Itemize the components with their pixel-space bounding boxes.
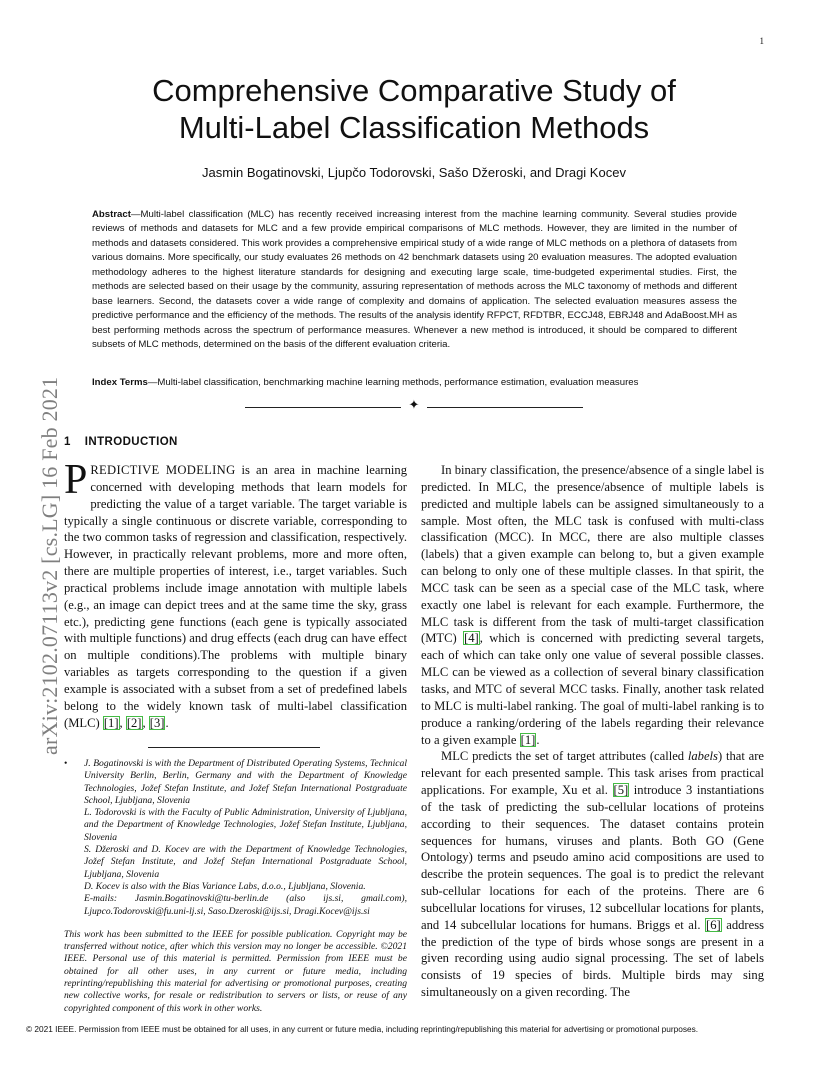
arxiv-identifier: arXiv:2102.07113v2 [cs.LG] 16 Feb 2021 — [37, 376, 62, 755]
abstract-label: Abstract — [92, 209, 131, 220]
citation-link[interactable]: [2] — [126, 715, 142, 730]
paragraph-text: MLC predicts the set of target attributes (called — [441, 749, 688, 764]
paragraph-text: , which is concerned with predicting several targets, each of which can take only one value of several possible classes. MLC can be viewed as a collection of several binary classification tasks, and MTC of several MCC tasks. Finally, another task related to MLC is multi-label ranking. The goal of multi-label ranking is to produce a ranking/ordering of the labels regarding their relevance to a given example — [421, 631, 765, 747]
paragraph-text: address the prediction of the type of birds whose songs are present in a given recording using audio signal processing. The set of labels consists of 19 species of birds. Multiple birds may sing simultaneously on a given recording. The — [421, 917, 764, 1000]
copyright-footer: © 2021 IEEE. Permission from IEEE must be obtained for all uses, in any current or future media, including reprinting/republishing this material for advertising or promotional purposes. — [26, 1024, 699, 1034]
page-number: 1 — [759, 36, 764, 46]
divider-line-right — [427, 407, 583, 408]
citation-link[interactable]: [1] — [103, 715, 119, 730]
abstract — [92, 208, 737, 353]
footnote-rule — [148, 747, 320, 748]
intro-text: is an area in machine learning concerned with developing methods that learn models for predicting the value of a target variable. The target variable is typically a single continuous or discrete variable, corresponding to the two common tasks of regression and classification, respectively. However, in practically relevant problems, more and more often, there are multiple properties of interest, i.e., target variables. Such practical problems include image annotation with multiple labels (e.g., an image can depict trees and at the same time the sky, grass etc.), predicting gene functions (each gene is typically associated with multiple functions) and drug effects (each drug can have effect on multiple conditions).The problems with multiple binary variables as targets corresponding to the question if a given example is associated with a subset from a set of predefined labels belong to the widely known task of multi-label classification (MLC) — [64, 463, 407, 730]
paper-title — [80, 72, 748, 146]
left-column — [64, 457, 407, 732]
divider-line-left — [245, 407, 401, 408]
sentence-end: . — [165, 715, 169, 730]
affiliation-footnote — [64, 758, 407, 918]
section-title: INTRODUCTION — [84, 436, 178, 448]
author-list: Jasmin Bogatinovski, Ljupčo Todorovski, Sašo Džeroski, and Dragi Kocev — [202, 165, 626, 180]
bullet-icon: • — [64, 758, 68, 769]
footnotes — [64, 758, 407, 1015]
citation-link[interactable]: [1] — [520, 732, 536, 747]
citation-separator: , — [119, 715, 126, 730]
citation-link[interactable]: [6] — [706, 917, 721, 932]
italic-term: labels — [687, 749, 718, 764]
footnote-line: D. Kocev is also with the Bias Variance Labs, d.o.o., Ljubljana, Slovenia. — [84, 880, 366, 892]
dropcap: P — [64, 457, 88, 503]
index-terms — [92, 376, 737, 390]
citation-link[interactable]: [3] — [149, 715, 165, 730]
paragraph-text: ) that are relevant for each presented sample. This task arises from practical applications. For example, Xu et al. — [421, 749, 764, 798]
citation-separator: , — [142, 715, 149, 730]
intro-paragraph-3 — [421, 748, 764, 1001]
footnote-line: L. Todorovski is with the Faculty of Public Administration, University of Ljubljana, and the Department of Knowledge Technologies, Jožef Stefan Institute, Ljubljana, Slovenia — [84, 807, 407, 843]
index-terms-text: —Multi-label classification, benchmarking machine learning methods, performance estimation, evaluation measures — [147, 377, 639, 388]
paragraph-text: In binary classification, the presence/absence of a single label is predicted. In MLC, the presence/absence of multiple labels is predicted and multiple labels can be assigned simultaneously to a sample. Most often, the MLC task is confused with multi-class classification (MCC). In MCC, there are also multiple classes (labels) that a given example can belong to, but a given example can belong to only one of these multiple classes. In that spirit, the MCC task can be seen as a special case of the MLC task, where exactly one label is relevant for each example. Furthermore, the MLC task is different from the task of multi-target classification (MTC) — [421, 463, 764, 646]
citation-link[interactable]: [4] — [464, 631, 479, 646]
index-terms-label: Index Terms — [92, 377, 148, 388]
title-line-2: Multi-Label Classification Methods — [178, 110, 650, 145]
intro-smallcaps: REDICTIVE MODELING — [90, 463, 236, 477]
intro-paragraph-2 — [421, 462, 764, 748]
abstract-text: —Multi-label classification (MLC) has recently received increasing interest from the machine learning community. Several studies provide reviews of methods and datasets for MLC and a few provide empirical comparisons of MLC methods. However, they are limited in the number of methods and datasets considered. This work provides a comprehensive empirical study of a wide range of MLC methods on a plethora of datasets from various domains. More specifically, our study evaluates 26 methods on 42 benchmark datasets using 20 evaluation measures. The adopted evaluation methodology adheres to the highest literature standards for designing and executing large scale, time-budgeted experimental studies. First, the methods are selected based on their usage by the community, assuring representation of methods across the MLC taxonomy of methods and different base learners. Second, the datasets cover a wide range of complexity and domains of application. The selected evaluation measures assess the predictive performance and the efficiency of the methods. The results of the analysis identify RFPCT, RFDTBR, ECCJ48, EBRJ48 and AdaBoost.MH as best performing methods across the spectrum of performance measures. Whenever a new method is introduced, it should be compared to different subsets of MLC methods, determined on the basis of the different evaluation criteria. — [92, 209, 737, 351]
title-line-1: Comprehensive Comparative Study of — [152, 73, 676, 108]
sentence-end: . — [536, 732, 540, 747]
right-column — [421, 462, 764, 1001]
footnote-line: S. Džeroski and D. Kocev are with the Department of Knowledge Technologies, Jožef Stefan Institute, and Jožef Stefan International Postgraduate School, Ljubljana, Slovenia — [84, 844, 407, 880]
paragraph-text: introduce 3 instantiations of the task of predicting the sub-cellular locations of proteins according to their sequences. The dataset contains protein sequences for humans, viruses and plants. Both GO (Gene Ontology) terms and pseudo amino acid compositions are used to describe the protein sequences. The goal is to predict the relevant sub-cellular locations for each of the proteins. There are 6 subcellular locations for viruses, 12 subcellular locations for plants, and 14 subcellular locations for humans. Briggs et al. — [421, 783, 764, 932]
citation-link[interactable]: [5] — [613, 783, 629, 798]
section-divider — [245, 398, 583, 413]
divider-star-icon: ✦ — [408, 398, 420, 413]
intro-paragraph-1 — [64, 457, 407, 732]
section-heading — [64, 436, 178, 448]
section-number: 1 — [64, 436, 71, 448]
footnote-line: E-mails: Jasmin.Bogatinovski@tu-berlin.de (also ijs.si, gmail.com), Ljupco.Todorovski@fu.uni-lj.si, Saso.Dzeroski@ijs.si, Dragi.Kocev@ijs.si — [84, 893, 407, 917]
copyright-notice: This work has been submitted to the IEEE for possible publication. Copyright may be transferred without notice, after which this version may no longer be accessible. ©2021 IEEE. Personal use of this material is permitted. Permission from IEEE must be obtained for all other uses, in any current or future media, including reprinting/republishing this material for advertising or promotional purposes, creating new collective works, for resale or redistribution to servers or lists, or reuse of any copyrighted component of this work in other works. — [64, 928, 407, 1014]
footnote-line: J. Bogatinovski is with the Department of Distributed Operating Systems, Technical University Berlin, Berlin, Germany and with the Department of Knowledge Technologies, Jožef Stefan Institute, and Jožef Stefan International Postgraduate School, Ljubljana, Slovenia — [84, 758, 407, 806]
